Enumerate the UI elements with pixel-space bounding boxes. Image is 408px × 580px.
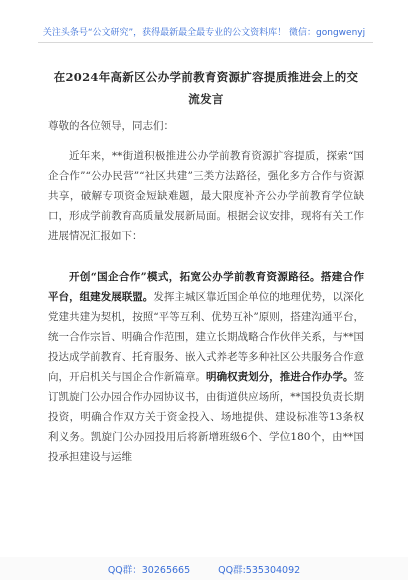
footer-qq-group-1: QQ群：30265665 xyxy=(107,565,191,576)
header-divider xyxy=(38,42,373,43)
footer-qq-group-2: QQ群:535304092 xyxy=(218,565,301,576)
footer xyxy=(0,562,408,576)
document-title: 在2024年高新区公办学前教育资源扩容提质推进会上的交流发言 xyxy=(53,70,359,106)
section-1-paragraph xyxy=(48,267,364,467)
section-1-heading: 开创“国企合作”模式，拓宽公办学前教育资源路径。 xyxy=(69,271,321,283)
section-1-text-2: 签订凯旋门公办园合作办园协议书，由街道供应场所，**国投负责长期投资，明确合作双方关于资金投入、场地提供、建设标准等13条权利义务。凯旋门公办园投用后将新增班级6个、学位180个，由**国投承担建设与运维 xyxy=(48,371,365,463)
section-1-subheading-1: 搭建合作平台，组建发展联盟。 xyxy=(48,271,365,303)
section-1-subheading-2: 明确权责划分，推进合作办学。 xyxy=(206,371,354,383)
intro-paragraph: 近年来，**街道积极推进公办学前教育资源扩容提质，探索“国企合作”“公办民营”“社区共建”三类方法路径，强化多方合作与资源共享，破解专项资金短缺难题，最大限度补齐公办学前教育学位缺口，形成学前教育高质量发展新局面。根据会议安排，现将有关工作进展情况汇报如下： xyxy=(48,150,364,242)
section-1-text-1: 发挥主城区靠近国企单位的地理优势，以深化党建共建为契机，按照“平等互利、优势互补”原则，搭建沟通平台，统一合作宗旨、明确合作范围，建立长期战略合作伙伴关系，与**国投达成学前教育、托育服务、嵌入式养老等多种社区公共服务合作意向，开启机关与国企合作新篇章。 xyxy=(48,291,365,383)
salutation: 尊敬的各位领导，同志们： xyxy=(48,120,174,132)
header-banner: 关注头条号“公文研究”，获得最新最全最专业的公文资料库！ 微信：gongwenyj xyxy=(42,28,366,38)
